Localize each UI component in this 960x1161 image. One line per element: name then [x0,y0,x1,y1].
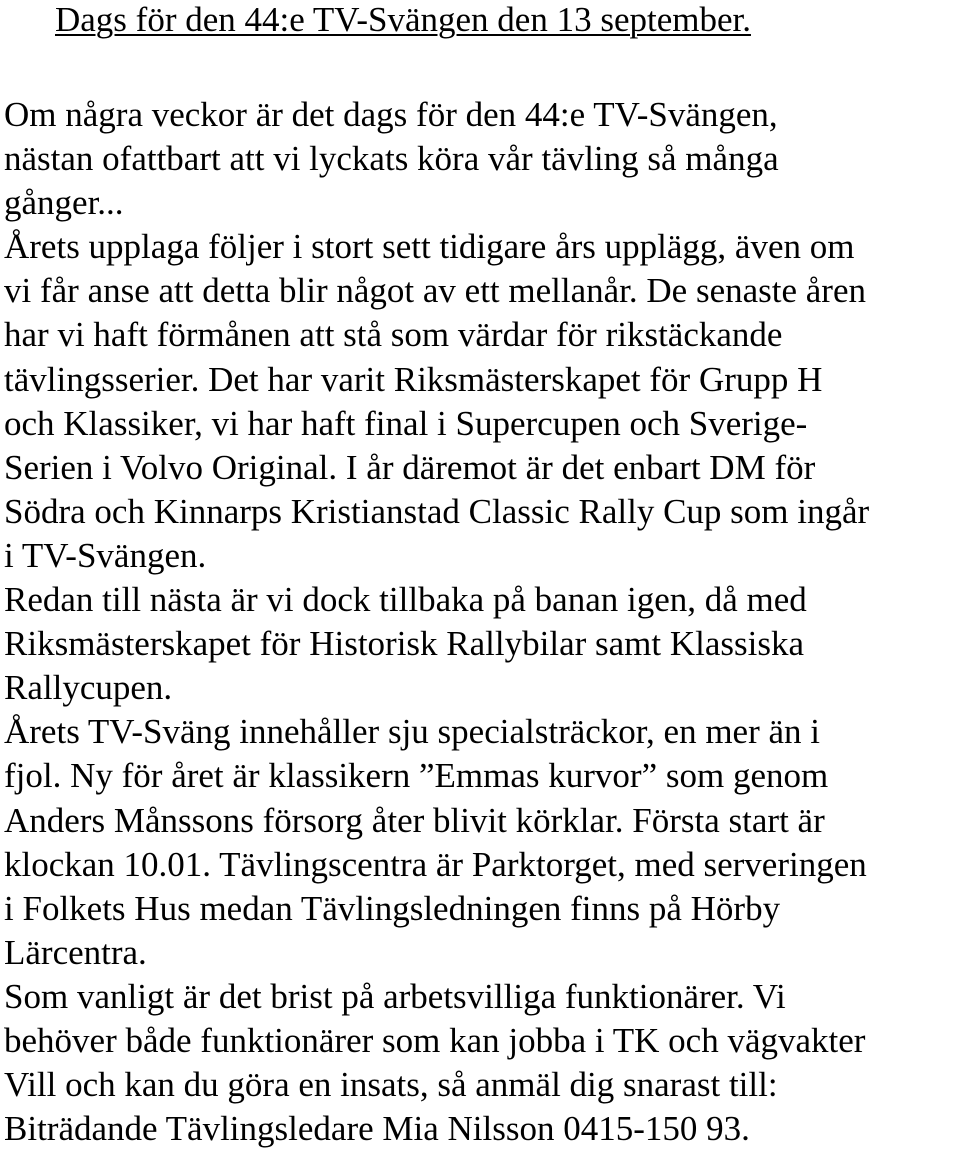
document [4,0,958,1151]
body-line: Som vanligt är det brist på arbetsvilliga funktionärer. Vi [4,976,786,1016]
body-line: har vi haft förmånen att stå som värdar för rikstäckande [4,315,783,355]
body-line: Vill och kan du göra en insats, så anmäl dig snarast till: [4,1065,778,1105]
body-line: vi får anse att detta blir något av ett mellanår. De senaste åren [4,271,866,311]
body-line: Södra och Kinnarps Kristianstad Classic Rally Cup som ingår [4,491,870,531]
body-line: i TV-Svängen. [4,535,207,575]
body-line: Rallycupen. [4,668,173,708]
body-line: fjol. Ny för året är klassikern ”Emmas kurvor” som genom [4,756,829,796]
body-line: Biträdande Tävlingsledare Mia Nilsson 0415-150 93. [4,1109,750,1149]
body-line: Om några veckor är det dags för den 44:e TV-Svängen, [4,95,778,134]
body-line: Årets TV-Sväng innehåller sju specialsträckor, en mer än i [4,712,821,752]
body-line: Årets upplaga följer i stort sett tidigare års upplägg, även om [4,227,855,267]
body-line: gånger... [4,183,124,223]
body-line: Lärcentra. [4,932,147,972]
body-line: och Klassiker, vi har haft final i Supercupen och Sverige- [4,403,808,443]
body-line: nästan ofattbart att vi lyckats köra vår tävling så många [4,139,779,179]
document-body [4,93,958,1151]
body-line: Riksmästerskapet för Historisk Rallybilar samt Klassiska [4,624,805,664]
body-line: klockan 10.01. Tävlingscentra är Parktorget, med serveringen [4,844,867,884]
body-line: i Folkets Hus medan Tävlingsledningen finns på Hörby [4,888,781,928]
body-line: tävlingsserier. Det har varit Riksmästerskapet för Grupp H [4,359,823,399]
document-title: Dags för den 44:e TV-Svängen den 13 september. [55,0,751,39]
body-line: Redan till nästa är vi dock tillbaka på banan igen, då med [4,580,807,620]
body-line: Serien i Volvo Original. I år däremot är det enbart DM för [4,447,816,487]
body-line: Anders Månssons försorg åter blivit körklar. Första start är [4,800,825,840]
body-line: behöver både funktionärer som kan jobba i TK och vägvakter [4,1020,866,1060]
